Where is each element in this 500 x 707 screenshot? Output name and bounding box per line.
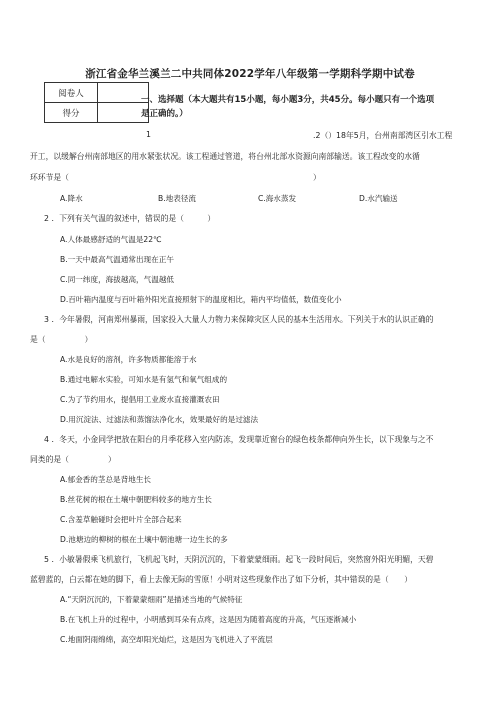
q2-option-b: B.一天中最高气温通常出现在正午 (60, 255, 174, 264)
q1-option-d: D.水汽输送 (359, 194, 398, 203)
q3-option-d: D.用沉淀法、过滤法和蒸馏法净化水，效果最好的是过滤法 (60, 415, 259, 424)
q4-stem: 4 ．冬天，小金同学把放在阳台的月季花移入室内防冻，发现靠近窗台的绿色枝条都伸向外生长，以下现象与之不 (44, 435, 434, 444)
q4-option-b: B.丝花树的根在土壤中朝肥料较多的地方生长 (60, 495, 212, 504)
score-table (44, 82, 149, 123)
grader-label: 阅卷人 (45, 83, 98, 103)
q1-option-c: C.海水蒸发 (258, 194, 297, 203)
q1-stem-cont: 开工，以缓解台州南部地区的用水紧张状况。该工程通过管道，将台州北部水资源向南部输送。该工程改变的水循 (30, 152, 420, 161)
q5-option-b: B.在飞机上升的过程中，小明感到耳朵有点疼，这是因为随着高度的升高，气压逐渐减小 (60, 615, 357, 624)
q1-stem: .2（）18年5月，台州南部湾区引水工程 (313, 131, 453, 140)
q2-option-a: A.人体最感舒适的气温是22℃ (60, 235, 162, 244)
q4-option-a: A.郁金香的茎总是背地生长 (60, 475, 152, 484)
q3-stem-cont: 是（ ） (30, 335, 93, 344)
q3-stem: 3 ．今年暑假，河南郑州暴雨，国家投入大量人力物力来保障灾区人民的基本生活用水。下列关于水的认识正确的 (44, 315, 434, 324)
q2-option-d: D.百叶箱内温度与百叶箱外阳光直接照射下的温度相比，箱内平均值低，数值变化小 (60, 295, 342, 304)
q5-stem-cont: 蓝碧蓝的，白云都在她的脚下，看上去像无际的雪原！小明对这些现象作出了如下分析，其中错误的是（ ） (30, 575, 413, 584)
q4-option-c: C.含羞草触碰时会把叶片全部合起来 (60, 515, 182, 524)
q4-stem-cont: 同类的是（ ） (30, 455, 116, 464)
q3-option-b: B.通过电解水实验，可知水是有氢气和氧气组成的 (60, 375, 228, 384)
score-label: 得分 (45, 103, 98, 123)
q1-paren: ） (313, 173, 321, 182)
q5-option-a: A.“天阴沉沉的，下着蒙蒙细雨”是描述当地的气候特征 (60, 595, 243, 604)
q4-option-d: D.池塘边的柳树的根在土壤中朝池塘一边生长的多 (60, 535, 228, 544)
q3-option-a: A.水是良好的溶剂，许多物质都能溶于水 (60, 355, 197, 364)
section-heading-cont: 是正确的。） (141, 109, 188, 119)
q1-option-b: B.地表径流 (158, 194, 196, 203)
q1-option-a: A.降水 (60, 194, 83, 203)
q5-stem: 5 ．小敏暑假乘飞机旅行，飞机起飞时，天阴沉沉的，下着蒙蒙细雨。起飞一段时间后，突然窗外阳光明媚，天碧 (44, 555, 434, 564)
q1-stem-end: 环环节是（ (30, 173, 69, 182)
q5-option-c: C.地面阴雨绵绵，高空却阳光灿烂，这是因为飞机进入了平流层 (60, 635, 273, 644)
section-heading: 一、选择题（本大题共有15小题，每小题3分，共45分。每小题只有一个选项 (141, 95, 435, 105)
q3-option-c: C.为了节约用水，提倡用工业废水直接灌溉农田 (60, 395, 220, 404)
q2-stem: 2 ．下列有关气温的叙述中，错误的是（ ） (44, 214, 216, 223)
q1-number: 1 (146, 130, 151, 139)
page-title: 浙江省金华兰溪兰二中共同体2022学年八年级第一学期科学期中试卷 (85, 68, 415, 80)
q2-option-c: C.同一纬度，海拔越高，气温越低 (60, 275, 175, 284)
